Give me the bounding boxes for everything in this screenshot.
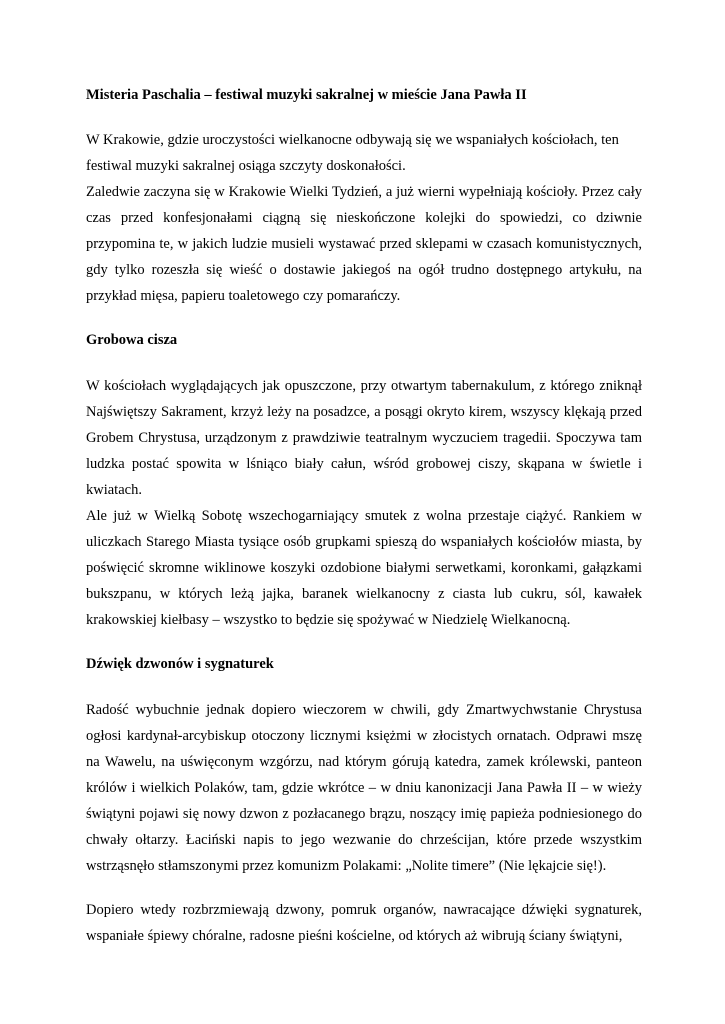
- section-heading-dzwiek-dzwonow: Dźwięk dzwonów i sygnaturek: [86, 656, 274, 672]
- section1-paragraph-1: W kościołach wyglądających jak opuszczone, przy otwartym tabernakulum, z którego zniknął Najświętszy Sakrament, krzyż leży na posadzce, a posągi okryto kirem, wszyscy klękają przed Grobem Chrystusa, urządzonym z prawdziwie teatralnym wyczuciem tragedii. Spoczywa tam ludzka postać spowita w lśniąco biały całun, wśród grobowej ciszy, skąpana w świetle i kwiatach.: [86, 378, 642, 498]
- intro-paragraph-1: W Krakowie, gdzie uroczystości wielkanocne odbywają się we wspaniałych kościołach, ten festiwal muzyki sakralnej osiąga szczyty doskonałości.: [86, 132, 619, 174]
- section1-paragraph-2: Ale już w Wielką Sobotę wszechogarniający smutek z wolna przestaje ciążyć. Rankiem w uliczkach Starego Miasta tysiące osób grupkami spieszą do wspaniałych kościołów miasta, by poświęcić skromne wiklinowe koszyki ozdobione białymi serwetkami, koronkami, gałązkami bukszpanu, w których leżą jajka, baranek wielkanocny z ciasta lub cukru, sól, kawałek krakowskiej kiełbasy – wszystko to będzie się spożywać w Niedzielę Wielkanocną.: [86, 508, 642, 628]
- section2-paragraph-2: Dopiero wtedy rozbrzmiewają dzwony, pomruk organów, nawracające dźwięki sygnaturek, wspaniałe śpiewy chóralne, radosne pieśni kościelne, od których aż wibrują ściany świątyni,: [86, 902, 642, 944]
- intro-block: [86, 127, 642, 309]
- section-heading-grobowa-cisza: Grobowa cisza: [86, 332, 178, 348]
- section2-paragraph-1: Radość wybuchnie jednak dopiero wieczorem w chwili, gdy Zmartwychwstanie Chrystusa ogłosi kardynał-arcybiskup otoczony licznymi księżmi w złocistych ornatach. Odprawi mszę na Wawelu, na uświęconym wzgórzu, nad którym górują katedra, zamek królewski, panteon królów i wielkich Polaków, tam, gdzie wkrótce – w dniu kanonizacji Jana Pawła II – w wieży świątyni pojawi się nowy dzwon z pozłacanego brązu, noszący imię papieża podniesionego do chwały ołtarzy. Łaciński napis to jego wezwanie do chrześcijan, które przede wszystkim wstrząsnęło stłamszonymi przez komunizm Polakami: „Nolite timere” (Nie lękajcie się!).: [86, 702, 642, 874]
- section2-block-1: [86, 697, 642, 879]
- document-page: [86, 82, 642, 949]
- section1-block: [86, 373, 642, 633]
- intro-paragraph-2: Zaledwie zaczyna się w Krakowie Wielki Tydzień, a już wierni wypełniają kościoły. Przez cały czas przed konfesjonałami ciągną się nieskończone kolejki do spowiedzi, co dziwnie przypomina te, w jakich ludzie musieli wystawać przed sklepami w czasach komunistycznych, gdy tylko rozeszła się wieść o dostawie jakiegoś na ogół trudno dostępnego artykułu, na przykład mięsa, papieru toaletowego czy pomarańczy.: [86, 184, 642, 304]
- document-title: Misteria Paschalia – festiwal muzyki sakralnej w mieście Jana Pawła II: [86, 87, 527, 103]
- section2-block-2: [86, 897, 642, 949]
